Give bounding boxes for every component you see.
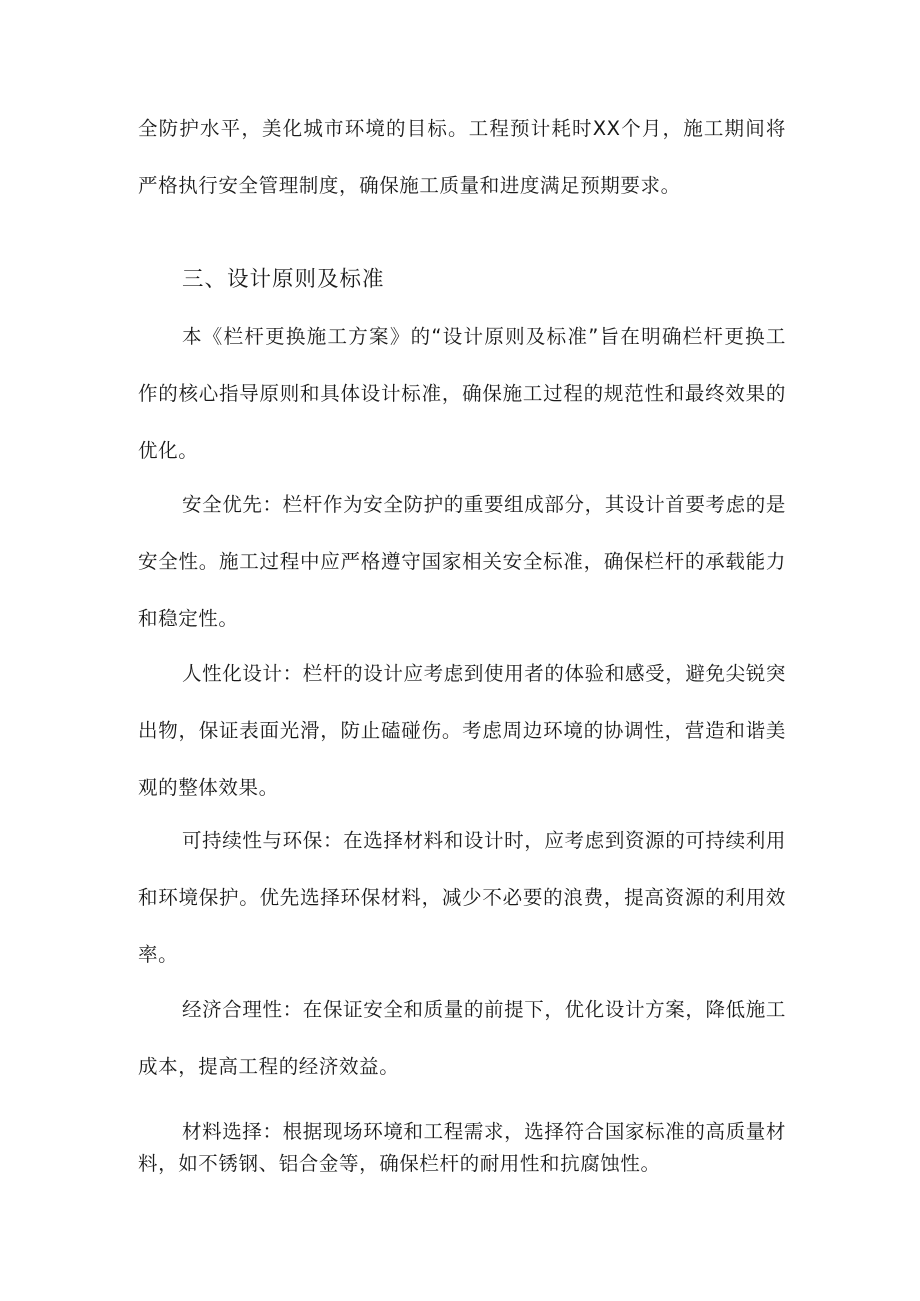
paragraph-sustainability: 可持续性与环保：在选择材料和设计时，应考虑到资源的可持续利用和环境保护。优先选择环保材料，减少不必要的浪费，提高资源的利用效率。: [138, 829, 786, 966]
paragraph-economic-rationality: 经济合理性：在保证安全和质量的前提下，优化设计方案，降低施工成本，提高工程的经济效益。: [138, 998, 786, 1078]
paragraph-safety-first: 安全优先：栏杆作为安全防护的重要组成部分，其设计首要考虑的是安全性。施工过程中应严格遵守国家相关安全标准，确保栏杆的承载能力和稳定性。: [138, 493, 786, 630]
paragraph-overview: 本《栏杆更换施工方案》的“设计原则及标准”旨在明确栏杆更换工作的核心指导原则和具体设计标准，确保施工过程的规范性和最终效果的优化。: [138, 325, 786, 462]
paragraph-material-selection: 材料选择：根据现场环境和工程需求，选择符合国家标准的高质量材料，如不锈钢、铝合金等，确保栏杆的耐用性和抗腐蚀性。: [138, 1120, 786, 1175]
section-heading: 三、设计原则及标准: [182, 267, 385, 292]
intro-paragraph: 全防护水平，美化城市环境的目标。工程预计耗时XX个月，施工期间将严格执行安全管理制度，确保施工质量和进度满足预期要求。: [138, 117, 786, 197]
paragraph-humanized-design: 人性化设计：栏杆的设计应考虑到使用者的体验和感受，避免尖锐突出物，保证表面光滑，防止磕碰伤。考虑周边环境的协调性，营造和谐美观的整体效果。: [138, 662, 786, 799]
